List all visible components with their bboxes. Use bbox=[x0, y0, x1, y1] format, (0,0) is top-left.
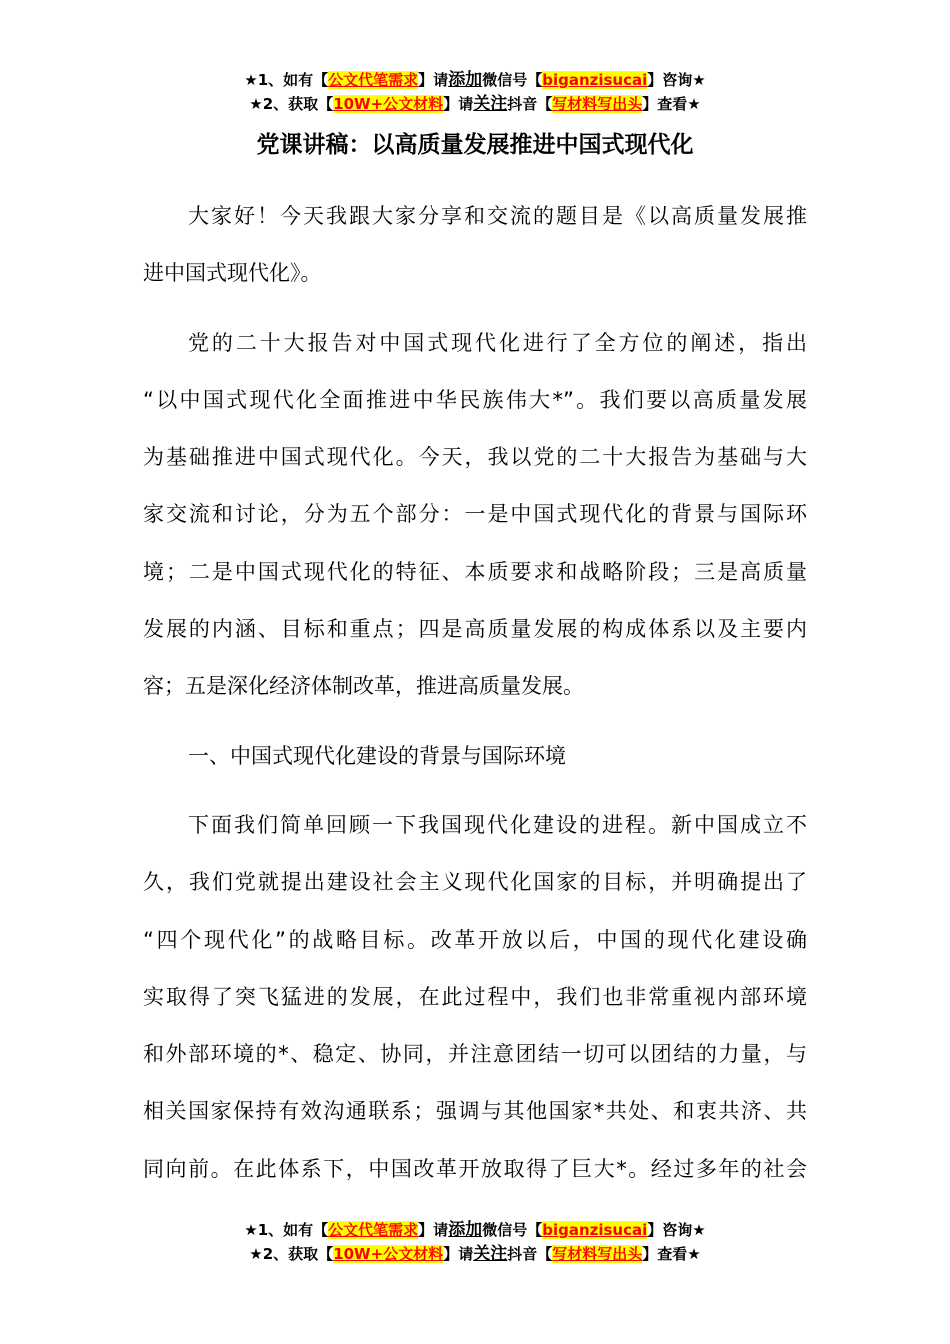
text-line: 党的二十大报告对中国式现代化进行了全方位的阐述，指出 bbox=[188, 330, 807, 355]
document-title: 党课讲稿：以高质量发展推进中国式现代化 bbox=[256, 132, 694, 158]
banner-highlight: 写材料写出头 bbox=[552, 95, 643, 113]
section-heading bbox=[143, 728, 807, 785]
banner-line-2 bbox=[0, 92, 950, 116]
banner-text: ★1、如有【 bbox=[244, 71, 329, 89]
banner-emphasis: 关注 bbox=[473, 94, 508, 114]
banner-line-1 bbox=[0, 1218, 950, 1242]
paragraph bbox=[143, 315, 807, 716]
text-line: 发展的内涵、目标和重点；四是高质量发展的构成体系以及主要内 bbox=[143, 617, 807, 642]
banner-text: ★1、如有【 bbox=[244, 1221, 329, 1239]
banner-highlight: biganzisucai bbox=[542, 1221, 648, 1239]
text-line: 家交流和讨论，分为五个部分：一是中国式现代化的背景与国际环 bbox=[143, 502, 807, 527]
text-line: “四个现代化”的战略目标。改革开放以后，中国的现代化建设确 bbox=[143, 927, 807, 952]
footer-banner bbox=[0, 1218, 950, 1266]
text-line: 一、中国式现代化建设的背景与国际环境 bbox=[188, 743, 566, 768]
banner-text: 】查看★ bbox=[642, 95, 701, 113]
banner-line-1 bbox=[0, 68, 950, 92]
banner-text: 】查看★ bbox=[642, 1245, 701, 1263]
banner-emphasis: 添加 bbox=[448, 70, 483, 90]
banner-text: 抖音【 bbox=[507, 1245, 553, 1263]
text-line: 和外部环境的*、稳定、协同，并注意团结一切可以团结的力量，与 bbox=[143, 1042, 807, 1067]
document-body bbox=[143, 188, 807, 1198]
banner-text: 微信号【 bbox=[482, 1221, 543, 1239]
text-line: “以中国式现代化全面推进中华民族伟大*”。我们要以高质量发展 bbox=[143, 387, 807, 412]
banner-text: 】请 bbox=[443, 1245, 474, 1263]
banner-highlight: 写材料写出头 bbox=[552, 1245, 643, 1263]
banner-highlight: 公文代笔需求 bbox=[328, 71, 419, 89]
paragraph bbox=[143, 797, 807, 1198]
banner-highlight: biganzisucai bbox=[542, 71, 648, 89]
banner-highlight: 10W+公文材料 bbox=[333, 95, 444, 113]
text-line: 下面我们简单回顾一下我国现代化建设的进程。新中国成立不 bbox=[188, 812, 807, 837]
text-line: 进中国式现代化》。 bbox=[143, 261, 322, 286]
text-line: 同向前。在此体系下，中国改革开放取得了巨大*。经过多年的社会 bbox=[143, 1156, 807, 1181]
banner-emphasis: 添加 bbox=[448, 1220, 483, 1240]
header-banner bbox=[0, 68, 950, 116]
banner-highlight: 公文代笔需求 bbox=[328, 1221, 419, 1239]
banner-text: 】请 bbox=[418, 1221, 449, 1239]
banner-text: ★2、获取【 bbox=[249, 95, 334, 113]
text-line: 为基础推进中国式现代化。今天，我以党的二十大报告为基础与大 bbox=[143, 445, 807, 470]
text-line: 大家好！今天我跟大家分享和交流的题目是《以高质量发展推 bbox=[188, 204, 807, 228]
banner-text: 微信号【 bbox=[482, 71, 543, 89]
text-line: 境；二是中国式现代化的特征、本质要求和战略阶段；三是高质量 bbox=[143, 559, 807, 584]
banner-line-2 bbox=[0, 1242, 950, 1266]
banner-text: 】请 bbox=[443, 95, 474, 113]
banner-text: ★2、获取【 bbox=[249, 1245, 334, 1263]
banner-text: 】请 bbox=[418, 71, 449, 89]
text-line: 实取得了突飞猛进的发展，在此过程中，我们也非常重视内部环境 bbox=[143, 984, 807, 1009]
banner-text: 】咨询★ bbox=[647, 1221, 706, 1239]
banner-highlight: 10W+公文材料 bbox=[333, 1245, 444, 1263]
text-line: 容；五是深化经济体制改革，推进高质量发展。 bbox=[143, 674, 584, 699]
text-line: 相关国家保持有效沟通联系；强调与其他国家*共处、和衷共济、共 bbox=[143, 1099, 807, 1124]
paragraph bbox=[143, 188, 807, 303]
banner-text: 】咨询★ bbox=[647, 71, 706, 89]
banner-emphasis: 关注 bbox=[473, 1244, 508, 1264]
text-line: 久，我们党就提出建设社会主义现代化国家的目标，并明确提出了 bbox=[143, 870, 807, 895]
banner-text: 抖音【 bbox=[507, 95, 553, 113]
